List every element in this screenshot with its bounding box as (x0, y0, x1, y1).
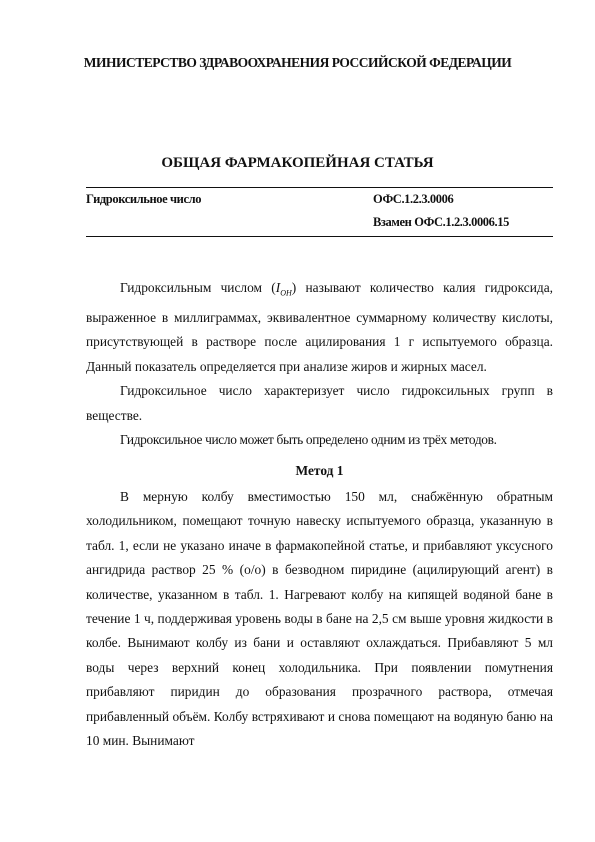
paragraph-characterizes: Гидроксильное число характеризует число гидроксильных групп в веществе. (86, 383, 553, 423)
paragraph-definition-start: Гидроксильным числом ( (120, 280, 276, 295)
article-type-heading: ОБЩАЯ ФАРМАКОПЕЙНАЯ СТАТЬЯ (161, 155, 434, 171)
document-replaces: Взамен ОФС.1.2.3.0006.15 (373, 215, 509, 229)
document-code: ОФС.1.2.3.0006 (373, 192, 454, 206)
bottom-divider (86, 236, 553, 237)
hydroxyl-symbol (275, 280, 292, 298)
document-title: Гидроксильное число (86, 192, 202, 206)
method-heading: Метод 1 (295, 462, 344, 478)
top-divider (86, 187, 553, 188)
paragraph-definition-rest: ) называют количество калия гидроксида, выраженное в миллиграммах, эквивалентное суммарному количеству кислоты, присутствующей в растворе после ацилирования 1 г испытуемого образца. Данный показатель определяется при анализе жиров и жирных масел. (86, 280, 554, 374)
paragraph-definition (86, 276, 553, 379)
paragraph-method-1: В мерную колбу вместимостью 150 мл, снабжённую обратным холодильником, помещают точную навеску испытуемого образца, указанную в табл. 1, если не указано иначе в фармакопейной статье, и прибавляют уксусного ангидрида раствор 25 % (о/о) в безводном пиридине (ацилирующий агент) в количестве, указанном в табл. 1. Нагревают колбу на кипящей водяной бане в течение 1 ч, поддерживая уровень воды в бане на 2,5 см выше уровня жидкости в колбе. Вынимают колбу из бани и оставляют охлаждаться. Прибавляют 5 мл воды через верхний конец холодильника. При появлении помутнения прибавляют пиридин до образования прозрачного раствора, отмечая прибавленный объём. Колбу встряхивают и снова помещают на водяную баню на 10 мин. Вынимают (86, 488, 553, 748)
symbol-subscript: OH (280, 288, 292, 298)
symbol-letter: I (275, 280, 281, 295)
document-body (86, 276, 553, 753)
ministry-header: МИНИСТЕРСТВО ЗДРАВООХРАНЕНИЯ РОССИЙСКОЙ ФЕДЕРАЦИИ (83, 55, 512, 70)
paragraph-methods: Гидроксильное число может быть определено одним из трёх методов. (120, 432, 497, 448)
